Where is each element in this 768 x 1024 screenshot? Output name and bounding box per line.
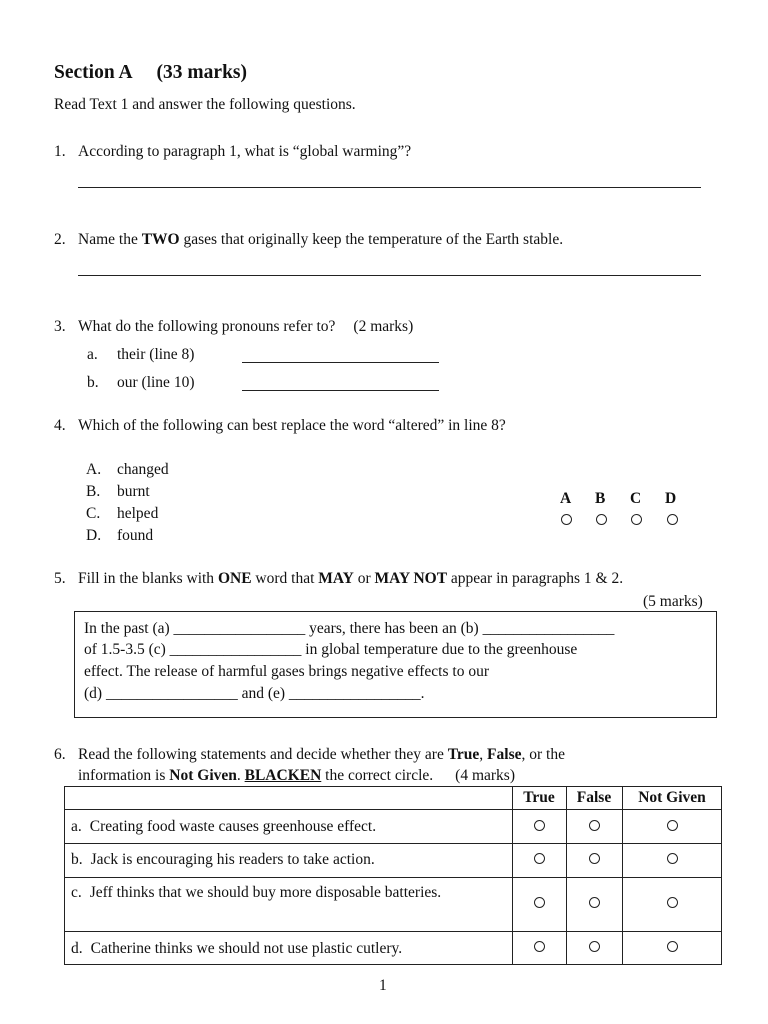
q6-table-divider [622,786,623,965]
q4-answer-circle-b[interactable] [596,514,607,525]
q3-number: 3. [54,318,66,335]
q6-d-false-circle[interactable] [589,941,600,952]
q6-table [64,786,722,965]
q5-marks: (5 marks) [643,593,703,610]
q6-c-not-given-circle[interactable] [667,897,678,908]
q4-text: Which of the following can best replace the word “altered” in line 8? [78,417,506,434]
q3a-answer-line[interactable] [242,362,439,363]
q6-header-true: True [523,789,555,806]
q2-text: Name the TWO gases that originally keep the temperature of the Earth stable. [78,231,564,248]
q6-table-divider [64,809,722,810]
q4-option-a-text: changed [117,461,169,478]
q6-d-true-circle[interactable] [534,941,545,952]
q6-a-true-circle[interactable] [534,820,545,831]
q4-option-c-text: helped [117,505,159,522]
q3b-answer-line[interactable] [242,390,439,391]
section-instruction: Read Text 1 and answer the following questions. [54,96,356,113]
q3a-letter: a. [87,346,98,363]
q4-answer-circle-a[interactable] [561,514,572,525]
q6-b-not-given-circle[interactable] [667,853,678,864]
q6-a-not-given-circle[interactable] [667,820,678,831]
q6-row-c: c. Jeff thinks that we should buy more disposable batteries. [71,884,442,901]
q6-c-false-circle[interactable] [589,897,600,908]
q2-number: 2. [54,231,66,248]
q6-c-true-circle[interactable] [534,897,545,908]
q6-header-not-given: Not Given [638,789,706,806]
q6-text-line-1: Read the following statements and decide whether they are True, False, or the [78,746,565,763]
q6-d-not-given-circle[interactable] [667,941,678,952]
q5-cloze-line-4: (d) _________________ and (e) _________________. [84,685,425,702]
q4-option-d-letter: D. [86,527,102,544]
q1-text: According to paragraph 1, what is “global warming”? [78,143,412,160]
q4-option-b-text: burnt [117,483,150,500]
q4-option-c-letter: C. [86,505,101,522]
q5-text: Fill in the blanks with ONE word that MAY or MAY NOT appear in paragraphs 1 & 2. [78,570,624,587]
q6-row-b: b. Jack is encouraging his readers to take action. [71,851,375,868]
q3b-letter: b. [87,374,99,391]
q4-option-d-text: found [117,527,154,544]
q1-number: 1. [54,143,66,160]
q4-answer-label-a: A [560,490,572,507]
page-number: 1 [379,977,387,994]
q4-option-a-letter: A. [86,461,102,478]
q6-b-false-circle[interactable] [589,853,600,864]
q4-option-b-letter: B. [86,483,101,500]
q6-table-divider [566,786,567,965]
q4-number: 4. [54,417,66,434]
q6-text-line-2: information is Not Given. BLACKEN the correct circle. (4 marks) [78,767,515,784]
q6-table-divider [512,786,513,965]
q5-number: 5. [54,570,66,587]
section-title: Section A (33 marks) [54,62,247,83]
q5-cloze-line-3: effect. The release of harmful gases brings negative effects to our [84,663,489,680]
q4-answer-label-b: B [595,490,606,507]
q6-a-false-circle[interactable] [589,820,600,831]
q6-table-divider [64,877,722,878]
q6-number: 6. [54,746,66,763]
q6-row-a: a. Creating food waste causes greenhouse effect. [71,818,377,835]
q3a-text: their (line 8) [117,346,195,363]
q6-header-false: False [576,789,612,806]
q5-cloze-line-1: In the past (a) _________________ years, there has been an (b) _________________ [84,620,615,637]
q4-answer-label-d: D [665,490,677,507]
q6-b-true-circle[interactable] [534,853,545,864]
q6-table-divider [64,843,722,844]
q4-answer-circle-c[interactable] [631,514,642,525]
q3b-text: our (line 10) [117,374,195,391]
q6-table-divider [64,931,722,932]
q4-answer-label-c: C [630,490,642,507]
q6-row-d: d. Catherine thinks we should not use plastic cutlery. [71,940,403,957]
q5-cloze-line-2: of 1.5-3.5 (c) _________________ in global temperature due to the greenhouse [84,641,578,658]
q1-answer-line[interactable] [78,187,701,188]
q4-answer-circle-d[interactable] [667,514,678,525]
q3-text: What do the following pronouns refer to? (2 marks) [78,318,414,335]
q2-answer-line[interactable] [78,275,701,276]
